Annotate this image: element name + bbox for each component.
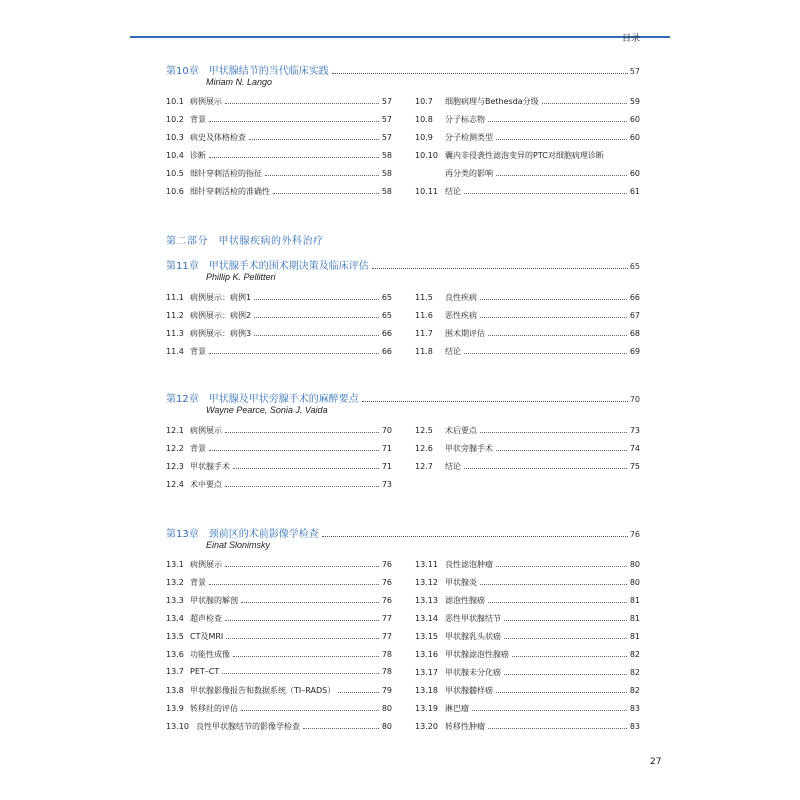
toc-entry[interactable] — [166, 132, 392, 150]
toc-entry[interactable] — [415, 631, 640, 649]
part-title[interactable]: 第二部分 甲状腺疾病的外科治疗 — [166, 236, 324, 247]
dot-leader — [480, 317, 627, 318]
entry-number: 12.2 — [166, 444, 184, 453]
toc-entry[interactable] — [166, 595, 392, 613]
chapter-11 — [166, 257, 640, 356]
entry-title: 病史及体格检查 — [190, 133, 246, 142]
entry-number: 10.7 — [415, 97, 433, 106]
dot-leader — [472, 710, 627, 711]
toc-entry[interactable] — [166, 310, 392, 328]
entry-title: 转移灶的评估 — [190, 704, 238, 713]
chapter-number: 第13章 — [166, 529, 199, 540]
dot-leader — [225, 432, 379, 433]
toc-entry[interactable] — [415, 649, 640, 667]
entry-page: 66 — [629, 293, 640, 302]
entry-number: 11.5 — [415, 293, 433, 302]
entry-number: 13.3 — [166, 596, 184, 605]
chapter-heading[interactable] — [166, 257, 640, 271]
entry-page: 80 — [629, 578, 640, 587]
entry-number: 10.6 — [166, 187, 184, 196]
toc-entry[interactable] — [166, 631, 392, 649]
chapter-title: 甲状腺手术的围术期决策及临床评估 — [208, 261, 369, 272]
toc-entry[interactable] — [415, 595, 640, 613]
entry-title: 甲状腺手术 — [190, 462, 230, 471]
dot-leader — [225, 486, 379, 487]
entry-number: 12.6 — [415, 444, 433, 453]
toc-entry[interactable] — [166, 168, 392, 186]
chapter-heading[interactable] — [166, 390, 640, 404]
entry-number: 13.15 — [415, 632, 438, 641]
chapter-title: 甲状腺结节的当代临床实践 — [208, 66, 329, 77]
toc-entry[interactable] — [415, 114, 640, 132]
dot-leader — [488, 728, 627, 729]
entry-title: 细针穿刺活检的指征 — [190, 169, 262, 178]
dot-leader — [222, 673, 379, 674]
entry-number: 12.5 — [415, 426, 433, 435]
entry-title: 病例展示 — [190, 426, 222, 435]
toc-entry[interactable] — [166, 346, 392, 364]
toc-entry[interactable] — [415, 577, 640, 595]
entry-number: 13.8 — [166, 686, 184, 695]
entry-page: 82 — [629, 686, 640, 695]
entry-page: 82 — [629, 650, 640, 659]
chapter-title: 颈前区的术前影像学检查 — [208, 529, 319, 540]
dot-leader — [254, 299, 379, 300]
dot-leader — [496, 450, 627, 451]
chapter-authors: Wayne Pearce, Sonia J. Vaida — [206, 405, 328, 415]
entry-title: 甲状腺炎 — [445, 578, 477, 587]
chapter-12 — [166, 390, 640, 489]
entry-number: 13.2 — [166, 578, 184, 587]
entry-page: 74 — [629, 444, 640, 453]
entry-number: 13.6 — [166, 650, 184, 659]
entry-title: 甲状旁腺手术 — [445, 444, 493, 453]
chapter-10 — [166, 62, 640, 196]
entry-page: 78 — [381, 667, 392, 676]
toc-entry[interactable] — [415, 443, 640, 461]
dot-leader — [322, 536, 628, 537]
entry-number: 10.10 — [415, 151, 438, 160]
toc-entry[interactable] — [415, 721, 640, 739]
entry-title: 病例展示 — [190, 97, 222, 106]
entry-title: 分子检测类型 — [445, 133, 493, 142]
dot-leader — [464, 468, 627, 469]
entry-title: 甲状腺髓样癌 — [445, 686, 493, 695]
entry-page: 58 — [381, 187, 392, 196]
entry-page: 71 — [381, 462, 392, 471]
entry-number: 10.1 — [166, 97, 184, 106]
toc-entry[interactable] — [415, 328, 640, 346]
dot-leader — [209, 157, 379, 158]
entry-number: 13.14 — [415, 614, 438, 623]
entry-number: 11.7 — [415, 329, 433, 338]
entry-number: 11.6 — [415, 311, 433, 320]
entry-page: 67 — [629, 311, 640, 320]
toc-entry[interactable] — [166, 479, 392, 497]
toc-entry[interactable] — [415, 667, 640, 685]
entry-number: 11.8 — [415, 347, 433, 356]
entry-page: 80 — [381, 704, 392, 713]
entry-page: 58 — [381, 151, 392, 160]
entry-page: 81 — [629, 632, 640, 641]
entry-number: 13.11 — [415, 560, 438, 569]
entry-title: 病例展示：病例3 — [190, 329, 252, 338]
dot-leader — [254, 335, 379, 336]
toc-entry[interactable] — [166, 96, 392, 114]
chapter-page: 57 — [629, 67, 640, 76]
entry-title: 功能性成像 — [190, 650, 230, 659]
dot-leader — [464, 193, 627, 194]
entry-page: 68 — [629, 329, 640, 338]
dot-leader — [265, 175, 379, 176]
entry-page: 60 — [629, 133, 640, 142]
entry-title: 囊内非侵袭性滤泡变异的PTC对细胞病理诊断 — [445, 151, 604, 160]
entry-number: 10.11 — [415, 187, 438, 196]
toc-entry[interactable] — [166, 721, 392, 739]
entry-number: 12.1 — [166, 426, 184, 435]
dot-leader — [362, 401, 628, 402]
entry-number: 13.17 — [415, 668, 438, 677]
entry-title: 超声检查 — [190, 614, 222, 623]
entry-number: 12.4 — [166, 480, 184, 489]
dot-leader — [338, 692, 379, 693]
entry-page: 57 — [381, 115, 392, 124]
entry-title: 围术期评估 — [445, 329, 485, 338]
entry-number: 10.2 — [166, 115, 184, 124]
toc-entry[interactable] — [415, 346, 640, 364]
dot-leader — [225, 620, 379, 621]
entry-number: 10.3 — [166, 133, 184, 142]
dot-leader — [225, 566, 379, 567]
entry-page: 83 — [629, 722, 640, 731]
chapter-page: 76 — [629, 530, 640, 539]
dot-leader — [496, 692, 627, 693]
entry-page: 82 — [629, 668, 640, 677]
toc-entry[interactable] — [166, 703, 392, 721]
entry-title: 良性疾病 — [445, 293, 477, 302]
entry-title: 结论 — [445, 462, 461, 471]
entry-number: 10.5 — [166, 169, 184, 178]
entry-page: 81 — [629, 614, 640, 623]
toc-entry[interactable] — [166, 667, 392, 685]
entry-page: 59 — [629, 97, 640, 106]
entry-number: 13.4 — [166, 614, 184, 623]
entry-number: 10.9 — [415, 133, 433, 142]
dot-leader — [332, 73, 628, 74]
toc-entry[interactable] — [415, 96, 640, 114]
entry-page: 79 — [381, 686, 392, 695]
entry-title: 甲状腺影像报告和数据系统（TI–RADS） — [190, 686, 336, 695]
dot-leader — [496, 175, 627, 176]
chapter-page: 70 — [629, 395, 640, 404]
chapter-number: 第12章 — [166, 394, 199, 405]
entry-title: 病例展示 — [190, 560, 222, 569]
entry-page: 80 — [629, 560, 640, 569]
entry-page: 57 — [381, 133, 392, 142]
entry-title: 再分类的影响 — [445, 169, 493, 178]
dot-leader — [496, 566, 627, 567]
dot-leader — [504, 638, 627, 639]
entry-title: 背景 — [190, 578, 206, 587]
dot-leader — [209, 353, 379, 354]
toc-entry[interactable] — [415, 685, 640, 703]
entry-number: 13.5 — [166, 632, 184, 641]
toc-entry[interactable] — [166, 461, 392, 479]
entry-number: 12.7 — [415, 462, 433, 471]
running-header-title: 目录 — [622, 34, 641, 44]
entry-number: 13.18 — [415, 686, 438, 695]
dot-leader — [241, 602, 379, 603]
dot-leader — [241, 710, 379, 711]
chapter-heading[interactable] — [166, 525, 640, 539]
dot-leader — [372, 268, 628, 269]
dot-leader — [542, 103, 627, 104]
toc-entry[interactable] — [415, 461, 640, 479]
entry-title: 术后要点 — [445, 426, 477, 435]
dot-leader — [480, 432, 627, 433]
dot-leader — [249, 139, 379, 140]
toc-entry[interactable] — [166, 150, 392, 168]
chapter-authors: Phillip K. Pellitteri — [206, 272, 276, 282]
toc-entry[interactable] — [415, 186, 640, 204]
chapter-13 — [166, 525, 640, 731]
dot-leader — [226, 638, 379, 639]
entry-page: 76 — [381, 596, 392, 605]
dot-leader — [512, 656, 627, 657]
entry-number: 11.1 — [166, 293, 184, 302]
dot-leader — [464, 353, 627, 354]
entry-page: 60 — [629, 115, 640, 124]
chapter-number: 第10章 — [166, 66, 199, 77]
toc-entry[interactable] — [166, 186, 392, 204]
page-number: 27 — [650, 757, 662, 767]
toc-entry[interactable] — [166, 559, 392, 577]
chapter-heading[interactable] — [166, 62, 640, 76]
toc-entry[interactable] — [166, 649, 392, 667]
entry-number: 13.13 — [415, 596, 438, 605]
entry-title: CT及MRI — [190, 632, 224, 641]
entry-number: 12.3 — [166, 462, 184, 471]
entry-title: 细胞病理与Bethesda分级 — [445, 97, 539, 106]
entry-number: 10.4 — [166, 151, 184, 160]
entry-page: 83 — [629, 704, 640, 713]
dot-leader — [209, 121, 379, 122]
entry-number: 13.16 — [415, 650, 438, 659]
toc-entry[interactable] — [166, 328, 392, 346]
toc-entry[interactable] — [415, 310, 640, 328]
entry-title: 背景 — [190, 444, 206, 453]
entry-title: 滤泡性腺癌 — [445, 596, 485, 605]
toc-entry[interactable] — [415, 613, 640, 631]
entry-page: 71 — [381, 444, 392, 453]
chapter-number: 第11章 — [166, 261, 199, 272]
dot-leader — [488, 602, 627, 603]
toc-entry[interactable] — [166, 577, 392, 595]
entry-page: 65 — [381, 293, 392, 302]
dot-leader — [504, 620, 627, 621]
entry-title: 诊断 — [190, 151, 206, 160]
entry-number: 13.1 — [166, 560, 184, 569]
entry-page: 57 — [381, 97, 392, 106]
entry-title: 分子标志物 — [445, 115, 485, 124]
toc-entry-continuation[interactable] — [415, 168, 640, 186]
chapter-page: 65 — [629, 262, 640, 271]
entry-title: 结论 — [445, 187, 461, 196]
toc-entry[interactable] — [166, 613, 392, 631]
chapter-authors: Einat Slonimsky — [206, 540, 271, 550]
entry-title: 良性滤泡肿瘤 — [445, 560, 493, 569]
entry-page: 76 — [381, 578, 392, 587]
dot-leader — [254, 317, 379, 318]
toc-entry[interactable] — [415, 292, 640, 310]
dot-leader — [233, 468, 379, 469]
entry-title: 病例展示：病例2 — [190, 311, 252, 320]
entry-page: 76 — [381, 560, 392, 569]
chapter-authors: Miriam N. Lango — [206, 77, 273, 87]
entry-title: 结论 — [445, 347, 461, 356]
entry-page: 60 — [629, 169, 640, 178]
toc-entry[interactable] — [166, 443, 392, 461]
entry-page: 66 — [381, 347, 392, 356]
dot-leader — [225, 103, 379, 104]
entry-title: 甲状腺滤泡性腺癌 — [445, 650, 509, 659]
entry-title: 术中要点 — [190, 480, 222, 489]
entry-title: 甲状腺未分化癌 — [445, 668, 501, 677]
entry-page: 78 — [381, 650, 392, 659]
entry-page: 61 — [629, 187, 640, 196]
entry-title: 细针穿刺活检的准确性 — [190, 187, 270, 196]
entry-page: 80 — [381, 722, 392, 731]
dot-leader — [273, 193, 379, 194]
entry-title: 背景 — [190, 347, 206, 356]
entry-number: 13.7 — [166, 667, 184, 676]
entry-number: 13.9 — [166, 704, 184, 713]
entry-number: 13.20 — [415, 722, 438, 731]
toc-entry[interactable] — [166, 425, 392, 443]
toc-entry[interactable] — [415, 132, 640, 150]
entry-title: 甲状腺乳头状癌 — [445, 632, 501, 641]
entry-number: 13.19 — [415, 704, 438, 713]
header-rule — [130, 36, 670, 38]
dot-leader — [303, 728, 379, 729]
entry-page: 81 — [629, 596, 640, 605]
dot-leader — [488, 121, 627, 122]
entry-page: 69 — [629, 347, 640, 356]
entry-number: 13.12 — [415, 578, 438, 587]
entry-page: 65 — [381, 311, 392, 320]
entry-number: 11.4 — [166, 347, 184, 356]
entry-page: 58 — [381, 169, 392, 178]
entry-title: 淋巴瘤 — [445, 704, 469, 713]
entry-page: 77 — [381, 614, 392, 623]
entry-number: 11.2 — [166, 311, 184, 320]
dot-leader — [209, 584, 379, 585]
entry-title: 良性甲状腺结节的影像学检查 — [196, 722, 300, 731]
toc-entry[interactable] — [415, 425, 640, 443]
entry-title: PET–CT — [190, 667, 220, 676]
dot-leader — [233, 656, 379, 657]
dot-leader — [209, 450, 379, 451]
entry-title: 恶性疾病 — [445, 311, 477, 320]
toc-entry[interactable] — [415, 150, 640, 168]
dot-leader — [480, 299, 627, 300]
toc-entry[interactable] — [415, 703, 640, 721]
toc-entry[interactable] — [166, 685, 392, 703]
toc-entry[interactable] — [166, 114, 392, 132]
entry-page: 73 — [629, 426, 640, 435]
entry-page: 70 — [381, 426, 392, 435]
dot-leader — [504, 674, 627, 675]
dot-leader — [496, 139, 627, 140]
dot-leader — [480, 584, 627, 585]
entry-page: 66 — [381, 329, 392, 338]
toc-entry[interactable] — [415, 559, 640, 577]
entry-number: 10.8 — [415, 115, 433, 124]
dot-leader — [488, 335, 627, 336]
entry-page: 75 — [629, 462, 640, 471]
entry-title: 恶性甲状腺结节 — [445, 614, 501, 623]
entry-number: 11.3 — [166, 329, 184, 338]
entry-title: 背景 — [190, 115, 206, 124]
entry-page: 77 — [381, 632, 392, 641]
toc-entry[interactable] — [166, 292, 392, 310]
entry-title: 病例展示：病例1 — [190, 293, 252, 302]
entry-number: 13.10 — [166, 722, 189, 731]
entry-title: 转移性肿瘤 — [445, 722, 485, 731]
entry-page: 73 — [381, 480, 392, 489]
chapter-title: 甲状腺及甲状旁腺手术的麻醉要点 — [208, 394, 359, 405]
entry-title: 甲状腺的解剖 — [190, 596, 238, 605]
